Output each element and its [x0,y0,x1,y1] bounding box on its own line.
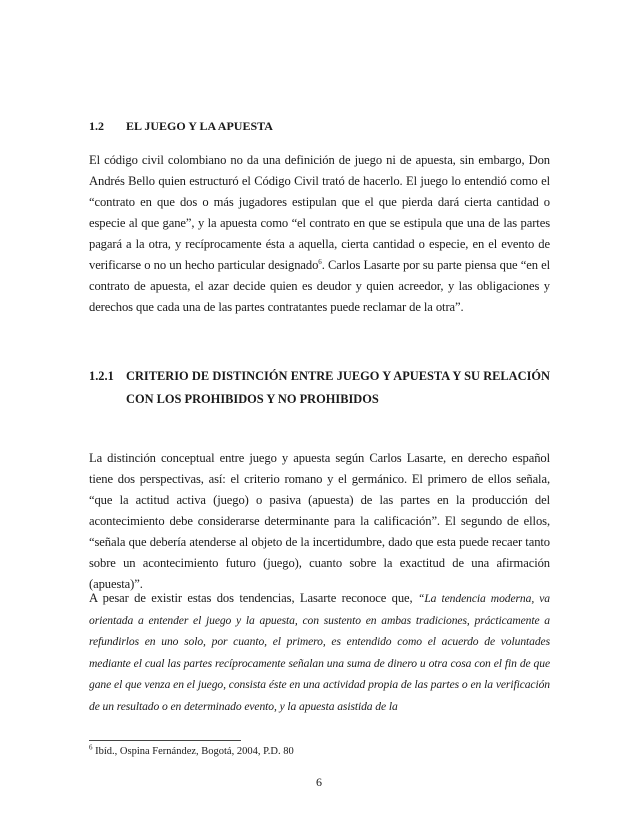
subsection-number: 1.2.1 [89,369,114,383]
paragraph-text: A pesar de existir estas dos tendencias, Lasarte reconoce que, [89,591,418,605]
paragraph-text: El código civil colombiano no da una definición de juego ni de apuesta, sin embargo, Don Andrés Bello quien estructuró el Código Civil trató de hacerlo. El juego lo entendió como el “contrato en que dos o más jugadores estipulan que el que pierda dará cierta cantidad o especie al que gane”, y la apuesta como “el contrato en que se estipula que una de las partes pagará a la otra, y recíprocamente ésta a aquella, cierta cantidad o especie, en el evento de verificarse o no un hecho particular designado [89,153,550,272]
footnote-text: Ibíd., Ospina Fernández, Bogotá, 2004, P.D. 80 [92,746,294,757]
paragraph-text: . Carlos Lasarte por su parte piensa que “en el contrato de apuesta, el azar decide quien es deudor y quien acreedor, y las obligaciones y derechos que cada una de las partes contratantes puede reclamar de la otra”. [89,258,550,314]
subsection-title: CRITERIO DE DISTINCIÓN ENTRE JUEGO Y APUESTA Y SU RELACIÓN CON LOS PROHIBIDOS Y NO PROHIBIDOS [126,369,550,406]
section-number: 1.2 [89,119,104,133]
paragraph-definitions [89,150,550,318]
footnote-marker: 6 [89,743,93,752]
section-heading [89,118,550,134]
subsection-heading [89,365,550,411]
footnote [89,745,294,759]
italic-quote: “La tendencia moderna, va orientada a entender el juego y la apuesta, con sustento en ambas tradiciones, prácticamente a refundirlos en uno solo, por cuanto, el primero, es entendido como el acuerdo de voluntades mediante el cual las partes recíprocamente señalan una suma de dinero u otra cosa con el fin de que gane el que venza en el juego, consista éste en una actividad propia de las partes o en la verificación de un resultado o en determinado evento, y la apuesta asistida de la [89,592,551,713]
page-number: 6 [316,775,322,789]
section-title: EL JUEGO Y LA APUESTA [126,119,273,133]
paragraph-quote [89,588,550,718]
footnote-divider [89,740,241,741]
paragraph-distinction: La distinción conceptual entre juego y apuesta según Carlos Lasarte, en derecho español tiene dos perspectivas, así: el criterio romano y el germánico. El primero de ellos señala, “que la actitud activa (juego) o pasiva (apuesta) de las partes en la producción del acontecimiento debe considerarse determinante para la calificación”. El segundo de ellos, “señala que debería atenderse al objeto de la incertidumbre, dado que esta puede recaer tanto sobre un acontecimiento futuro (juego), cuanto sobre la exactitud de una afirmación (apuesta)”. [89,451,550,591]
footnote-reference: 6 [318,257,322,266]
